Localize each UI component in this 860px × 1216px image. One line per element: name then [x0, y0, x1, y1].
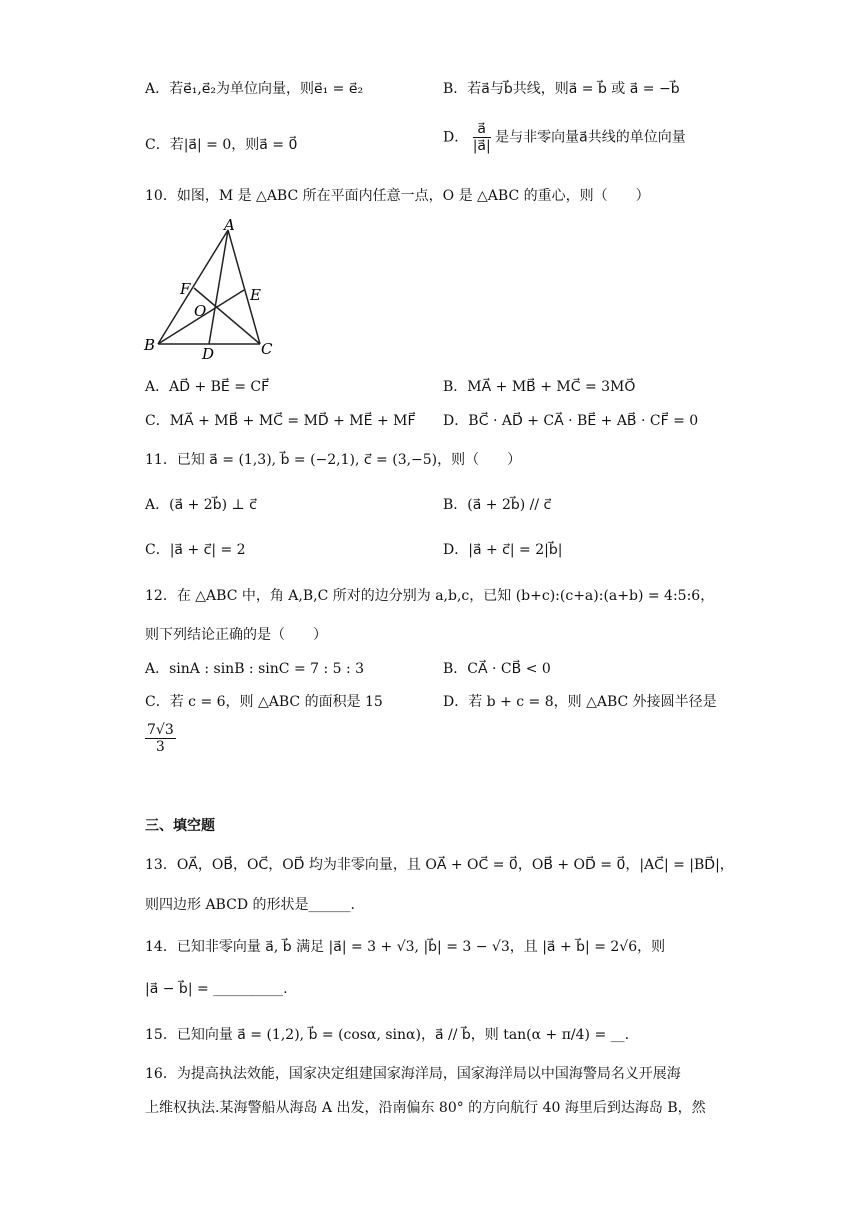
q11-option-c: C．|a⃗ + c⃗| = 2	[145, 542, 246, 558]
q12-option-d-fraction	[145, 722, 176, 755]
q14-line-2: |a⃗ − b⃗| = __________.	[145, 981, 288, 997]
point-label-f: F	[180, 280, 191, 298]
q12-stem-line-1: 12．在 △ABC 中，角 A,B,C 所对的边分别为 a,b,c，已知 (b+c):(c+a):(a+b) = 4:5:6，	[145, 588, 715, 604]
q9-option-d-text: 是与非零向量a⃗共线的单位向量	[495, 129, 686, 146]
q16-line-2: 上维权执法.某海警船从海岛 A 出发，沿南偏东 80° 的方向航行 40 海里后到达海岛 B，然	[145, 1100, 706, 1116]
point-label-o: O	[194, 302, 207, 320]
vertex-label-b: B	[144, 336, 156, 354]
q9-option-d-fraction	[473, 121, 491, 154]
q16-line-1: 16．为提高执法效能，国家决定组建国家海洋局，国家海洋局以中国海警局名义开展海	[145, 1066, 681, 1082]
q9-option-a: A．若e⃗₁,e⃗₂为单位向量，则e⃗₁ = e⃗₂	[145, 81, 364, 97]
q13-line-2: 则四边形 ABCD 的形状是______.	[145, 897, 355, 913]
q9-option-d	[443, 121, 686, 154]
q9-option-b: B．若a⃗与b⃗共线，则a⃗ = b⃗ 或 a⃗ = −b⃗	[443, 81, 680, 97]
q9-option-d-label: D．	[443, 129, 469, 146]
q11-option-d: D．|a⃗ + c⃗| = 2|b⃗|	[443, 542, 563, 558]
vertex-label-c: C	[261, 340, 273, 358]
q11-option-b: B．(a⃗ + 2b⃗) // c⃗	[443, 497, 552, 513]
q10-option-b: B．MA⃗ + MB⃗ + MC⃗ = 3MO⃗	[443, 379, 636, 395]
triangle-figure	[142, 218, 282, 360]
fraction-denominator: |a⃗|	[472, 138, 491, 154]
q10-option-d: D．BC⃗ · AD⃗ + CA⃗ · BE⃗ + AB⃗ · CF⃗ = 0	[443, 413, 699, 429]
q10-stem: 10．如图，M 是 △ABC 所在平面内任意一点，O 是 △ABC 的重心，则（ ）	[145, 188, 650, 204]
fraction-numerator: 7√3	[147, 722, 174, 738]
section-heading: 三、填空题	[145, 818, 215, 834]
q10-option-c: C．MA⃗ + MB⃗ + MC⃗ = MD⃗ + ME⃗ + MF⃗	[145, 413, 416, 429]
point-label-e: E	[250, 286, 261, 304]
vertex-label-a: A	[224, 218, 235, 234]
point-label-d: D	[202, 345, 215, 360]
q12-option-b: B．CA⃗ · CB⃗ < 0	[443, 661, 551, 677]
fraction-numerator: a⃗	[473, 121, 491, 138]
q15-line-1: 15．已知向量 a⃗ = (1,2), b⃗ = (cosα, sinα)，a⃗ // b⃗，则 tan(α + π/4) = __.	[145, 1027, 630, 1043]
q14-line-1: 14．已知非零向量 a⃗, b⃗ 满足 |a⃗| = 3 + √3, |b⃗| = 3 − √3，且 |a⃗ + b⃗| = 2√6，则	[145, 939, 666, 955]
fraction-denominator: 3	[155, 739, 165, 755]
q12-option-d: D．若 b + c = 8，则 △ABC 外接圆半径是	[443, 694, 717, 710]
q12-option-c: C．若 c = 6，则 △ABC 的面积是 15	[145, 694, 383, 710]
q10-option-a: A．AD⃗ + BE⃗ = CF⃗	[145, 379, 270, 395]
q12-stem-line-2: 则下列结论正确的是（ ）	[145, 627, 327, 643]
q9-option-c: C．若|a⃗| = 0，则a⃗ = 0⃗	[145, 137, 298, 153]
q12-option-a: A．sinA : sinB : sinC = 7 : 5 : 3	[145, 661, 365, 677]
q11-stem: 11．已知 a⃗ = (1,3), b⃗ = (−2,1), c⃗ = (3,−5)，则（ ）	[145, 452, 522, 468]
q13-line-1: 13．OA⃗，OB⃗，OC⃗，OD⃗ 均为非零向量，且 OA⃗ + OC⃗ = 0⃗，OB⃗ + OD⃗ = 0⃗，|AC⃗| = |BD⃗|，	[145, 857, 734, 873]
q11-option-a: A．(a⃗ + 2b⃗) ⊥ c⃗	[145, 497, 257, 513]
